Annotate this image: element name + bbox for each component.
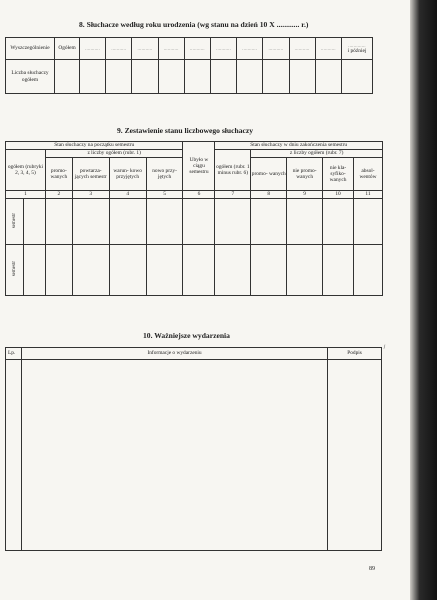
cell [323, 199, 354, 245]
year-col-4: ........... [158, 38, 184, 60]
col-promoted-header: promo- wanych [45, 158, 72, 191]
semester-input-cell [23, 245, 45, 296]
col-not-promoted-header: nie promo- wanych [287, 158, 323, 191]
col-lp-header: Lp. [6, 348, 22, 360]
col-number: 3 [72, 191, 109, 199]
cell [109, 199, 146, 245]
semester-row-label [6, 245, 24, 296]
cell [45, 245, 72, 296]
col-number: 9 [287, 191, 323, 199]
col-promoted-end-header: promo- wanych [251, 158, 287, 191]
cell [354, 199, 383, 245]
col-number: 10 [323, 191, 354, 199]
page-number: 89 [369, 566, 375, 572]
row-header-label: Wyszczególnienie [6, 38, 55, 60]
cell [215, 199, 251, 245]
cell [106, 60, 132, 94]
year-col-last-label: i później [347, 48, 367, 55]
col-number: 7 [215, 191, 251, 199]
year-col-last-dots: ............. [348, 42, 366, 48]
cell [215, 245, 251, 296]
col-number: 2 [45, 191, 72, 199]
col-new-header: nowo przy- jętych [146, 158, 183, 191]
cell [183, 199, 215, 245]
col-graduates-header: absol- wentów [354, 158, 383, 191]
col-total-start-header: ogółem (rubryki 2, 3, 4, 5) [6, 150, 46, 191]
cell [146, 199, 183, 245]
birth-year-table [5, 37, 373, 94]
year-col-10: ........... [315, 38, 341, 60]
cell [183, 245, 215, 296]
sign-cell [328, 360, 382, 551]
cell [289, 60, 315, 94]
col-number: 4 [109, 191, 146, 199]
semester-label: semestr [11, 261, 17, 277]
col-number: 11 [354, 191, 383, 199]
sub-end-header: z liczby ogółem (rubr. 7) [251, 150, 383, 158]
semester-row-label [6, 199, 24, 245]
cell [287, 245, 323, 296]
section-8-title: 8. Słuchacze według roku urodzenia (wg stanu na dzień 10 X ............ r.) [79, 20, 309, 29]
cell [354, 245, 383, 296]
scan-edge [410, 0, 437, 600]
col-conditional-header: warun- kowo przyjętych [109, 158, 146, 191]
col-repeating-header: powtarza- jących semestr [72, 158, 109, 191]
col-total-header: Ogółem [55, 38, 80, 60]
semester-input-cell [23, 199, 45, 245]
cell [72, 245, 109, 296]
cell [45, 199, 72, 245]
col-number: 5 [146, 191, 183, 199]
year-col-1: ........... [80, 38, 106, 60]
info-cell [21, 360, 327, 551]
col-info-header: Informacje o wydarzeniu [21, 348, 327, 360]
col-number: 1 [6, 191, 46, 199]
cell [80, 60, 106, 94]
year-col-8: ........... [263, 38, 289, 60]
section-9-title: 9. Zestawienie stanu liczbowego słuchaczy [117, 126, 254, 135]
section-10-title: 10. Ważniejsze wydarzenia [143, 331, 230, 340]
cell [210, 60, 236, 94]
year-col-last [342, 38, 373, 60]
row-students-label: Liczba słuchaczy ogółem [6, 60, 55, 94]
cell [132, 60, 158, 94]
year-col-2: ........... [106, 38, 132, 60]
col-total-end-header: ogółem (rubr. 1 minus rubr. 6) [215, 150, 251, 191]
semester-label: semestr [11, 212, 17, 229]
year-col-5: ........... [184, 38, 210, 60]
cell-total [55, 60, 80, 94]
col-left-header: Ubyło w ciągu semestru [183, 142, 215, 191]
group-start-header: Stan słuchaczy na początku semestru [6, 142, 183, 150]
cell [251, 245, 287, 296]
cell [315, 60, 341, 94]
col-not-classified-header: nie kla- syfiko- wanych [323, 158, 354, 191]
col-sign-header: Podpis [328, 348, 382, 360]
cell [109, 245, 146, 296]
cell [146, 245, 183, 296]
cell [287, 199, 323, 245]
cell [72, 199, 109, 245]
lp-cell [6, 360, 22, 551]
group-end-header: Stan słuchaczy w dniu zakończenia semestru [215, 142, 383, 150]
sub-start-header: z liczby ogółem (rubr. 1) [45, 150, 183, 158]
cell [251, 199, 287, 245]
cell [237, 60, 263, 94]
pen-mark: ⸝ [379, 339, 388, 351]
cell [184, 60, 210, 94]
col-number: 8 [251, 191, 287, 199]
cell [263, 60, 289, 94]
events-table [5, 347, 382, 551]
col-number: 6 [183, 191, 215, 199]
cell [342, 60, 373, 94]
student-count-table [5, 141, 383, 296]
cell [158, 60, 184, 94]
year-col-7: ........... [237, 38, 263, 60]
cell [323, 245, 354, 296]
year-col-3: ........... [132, 38, 158, 60]
year-col-6: ........... [210, 38, 236, 60]
year-col-9: ........... [289, 38, 315, 60]
